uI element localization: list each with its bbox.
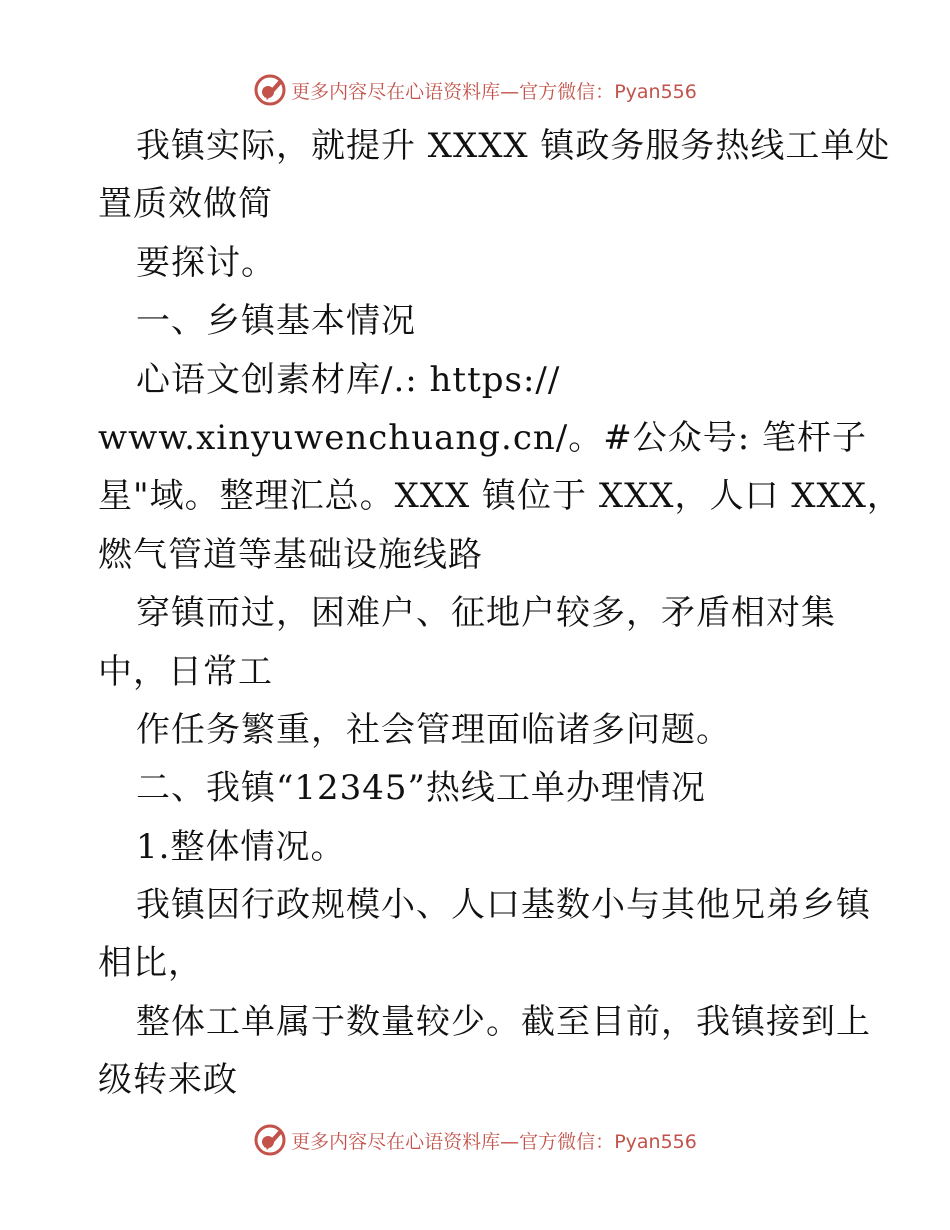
body-line: 穿镇而过，困难户、征地户较多，矛盾相对集 xyxy=(136,593,836,634)
body-line: 置质效做简 xyxy=(98,184,273,225)
header-banner xyxy=(0,72,950,108)
footer-banner-text xyxy=(291,1127,697,1154)
body-line: 心语文创素材库/.: https:// xyxy=(136,359,561,400)
body-line: 我镇因行政规模小、人口基数小与其他兄弟乡镇 xyxy=(136,885,871,926)
body-line: 相比， xyxy=(98,943,203,984)
body-line: 级转来政 xyxy=(98,1060,238,1101)
body-line: 整体工单属于数量较少。截至目前，我镇接到上 xyxy=(136,1001,871,1042)
section-heading: 一、乡镇基本情况 xyxy=(136,301,416,342)
body-line: 中，日常工 xyxy=(98,651,273,692)
header-separator: — xyxy=(500,80,520,103)
section-heading: 二、我镇“12345”热线工单办理情况 xyxy=(136,768,706,809)
footer-site-name: 更多内容尽在心语资料库 xyxy=(291,1130,501,1153)
body-line: 星"域。整理汇总。XXX 镇位于 XXX，人口 XXX， xyxy=(98,476,902,517)
pen-logo-icon xyxy=(253,1123,287,1157)
header-wechat-label: 官方微信： xyxy=(519,80,615,103)
subsection-heading: 1.整体情况。 xyxy=(136,826,346,867)
body-line: 要探讨。 xyxy=(136,242,276,283)
footer-wechat-label: 官方微信： xyxy=(519,1130,615,1153)
footer-separator: — xyxy=(500,1130,520,1153)
footer-banner xyxy=(0,1122,950,1158)
body-line: www.xinyuwenchuang.cn/。#公众号: 笔杆子 xyxy=(98,417,867,458)
header-banner-text xyxy=(291,77,697,104)
footer-wechat-id: Pyan556 xyxy=(614,1130,697,1153)
pen-logo-icon xyxy=(253,73,287,107)
document-body xyxy=(98,117,902,1110)
body-line: 作任务繁重，社会管理面临诸多问题。 xyxy=(136,709,731,750)
body-line: 我镇实际，就提升 XXXX 镇政务服务热线工单处 xyxy=(136,126,891,166)
body-line: 燃气管道等基础设施线路 xyxy=(98,534,483,575)
header-site-name: 更多内容尽在心语资料库 xyxy=(291,80,501,103)
header-wechat-id: Pyan556 xyxy=(614,80,697,103)
